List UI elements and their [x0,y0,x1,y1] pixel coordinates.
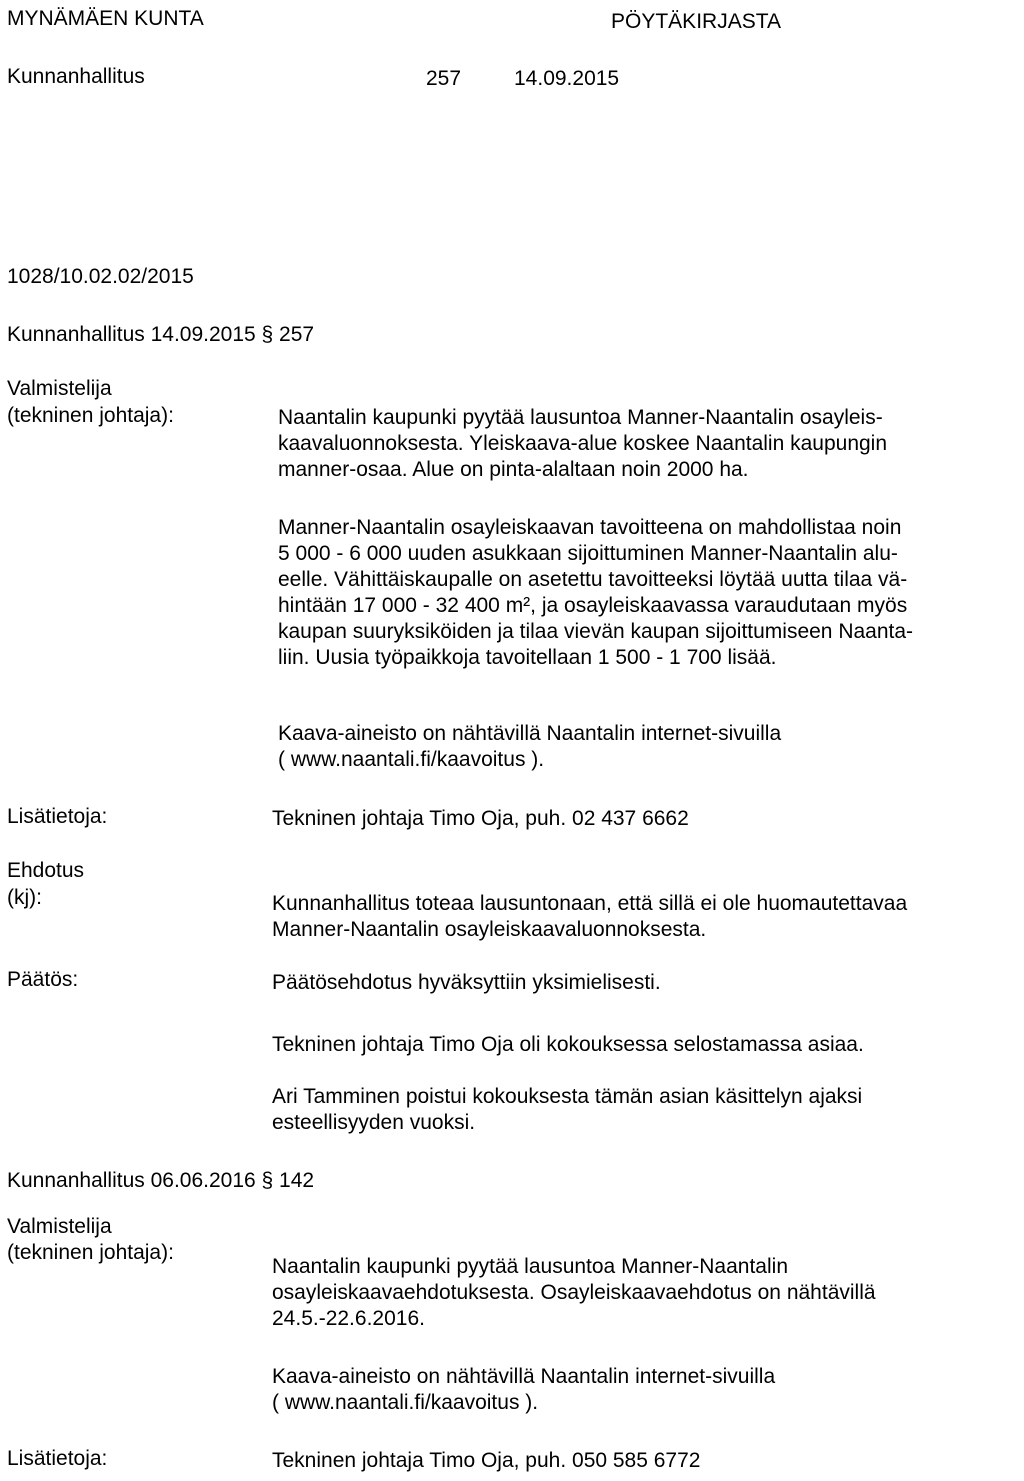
preparer-role-label: (tekninen johtaja): [7,404,174,427]
preparer-label: Valmistelija [7,1215,112,1238]
text-line: eelle. Vähittäiskaupalle on asetettu tavoitteeksi löytää uutta tilaa vä- [278,568,908,591]
info-label: Lisätietoja: [7,805,108,828]
proposal-label: Ehdotus [7,859,85,882]
header-date: 14.09.2015 [514,67,620,90]
text-line: esteellisyyden vuoksi. [272,1111,476,1134]
proposal-text [272,891,907,943]
decision-label: Päätös: [7,968,79,991]
text-line: ( www.naantali.fi/kaavoitus ). [278,748,545,771]
text-line: Manner-Naantalin osayleiskaavaluonnoksesta. [272,918,707,941]
decision-text: Päätösehdotus hyväksyttiin yksimielisesti. [272,971,661,994]
municipality-name: MYNÄMÄEN KUNTA [7,7,204,30]
text-line: liin. Uusia työpaikkoja tavoitellaan 1 500 - 1 700 lisää. [278,646,777,669]
text-line: kaavaluonnoksesta. Yleiskaava-alue koskee Naantalin kaupungin [278,432,888,455]
text-line: Kaava-aineisto on nähtävillä Naantalin internet-sivuilla [272,1365,776,1388]
info-text: Tekninen johtaja Timo Oja, puh. 02 437 6662 [272,807,689,830]
material-paragraph [278,721,781,773]
info-label: Lisätietoja: [7,1447,108,1470]
text-line: Kaava-aineisto on nähtävillä Naantalin internet-sivuilla [278,722,782,745]
presentation-note: Tekninen johtaja Timo Oja oli kokouksessa selostamassa asiaa. [272,1033,864,1056]
material-paragraph [272,1364,775,1416]
text-line: 24.5.-22.6.2016. [272,1307,425,1330]
record-id: 1028/10.02.02/2015 [7,265,194,288]
info-text: Tekninen johtaja Timo Oja, puh. 050 585 6772 [272,1449,701,1472]
preparation-paragraph [278,405,887,483]
text-line: Naantalin kaupunki pyytää lausuntoa Manner-Naantalin osayleis- [278,406,883,429]
text-line: Kunnanhallitus toteaa lausuntonaan, että sillä ei ole huomautettavaa [272,892,908,915]
preparer-role-label: (tekninen johtaja): [7,1241,174,1264]
goals-paragraph [278,515,913,671]
text-line: Manner-Naantalin osayleiskaavan tavoitteena on mahdollistaa noin [278,516,902,539]
header-section-number: 257 [426,67,462,90]
text-line: osayleiskaavaehdotuksesta. Osayleiskaavaehdotus on nähtävillä [272,1281,876,1304]
proposal-role-label: (kj): [7,886,42,909]
text-line: ( www.naantali.fi/kaavoitus ). [272,1391,539,1414]
preparation-paragraph [272,1254,876,1332]
text-line: Naantalin kaupunki pyytää lausuntoa Manner-Naantalin [272,1255,788,1278]
preparer-label: Valmistelija [7,377,112,400]
meeting-heading: Kunnanhallitus 06.06.2016 § 142 [7,1169,315,1192]
disqualification-note [272,1084,862,1136]
text-line: Ari Tamminen poistui kokouksesta tämän asian käsittelyn ajaksi [272,1085,863,1108]
text-line: kaupan suuryksiköiden ja tilaa vievän kaupan sijoittumiseen Naanta- [278,620,914,643]
meeting-heading: Kunnanhallitus 14.09.2015 § 257 [7,323,315,346]
text-line: manner-osaa. Alue on pinta-alaltaan noin 2000 ha. [278,458,749,481]
text-line: 5 000 - 6 000 uuden asukkaan sijoittuminen Manner-Naantalin alu- [278,542,898,565]
header-body: Kunnanhallitus [7,65,145,88]
document-type: PÖYTÄKIRJASTA [611,10,781,33]
text-line: hintään 17 000 - 32 400 m², ja osayleiskaavassa varaudutaan myös [278,594,908,617]
